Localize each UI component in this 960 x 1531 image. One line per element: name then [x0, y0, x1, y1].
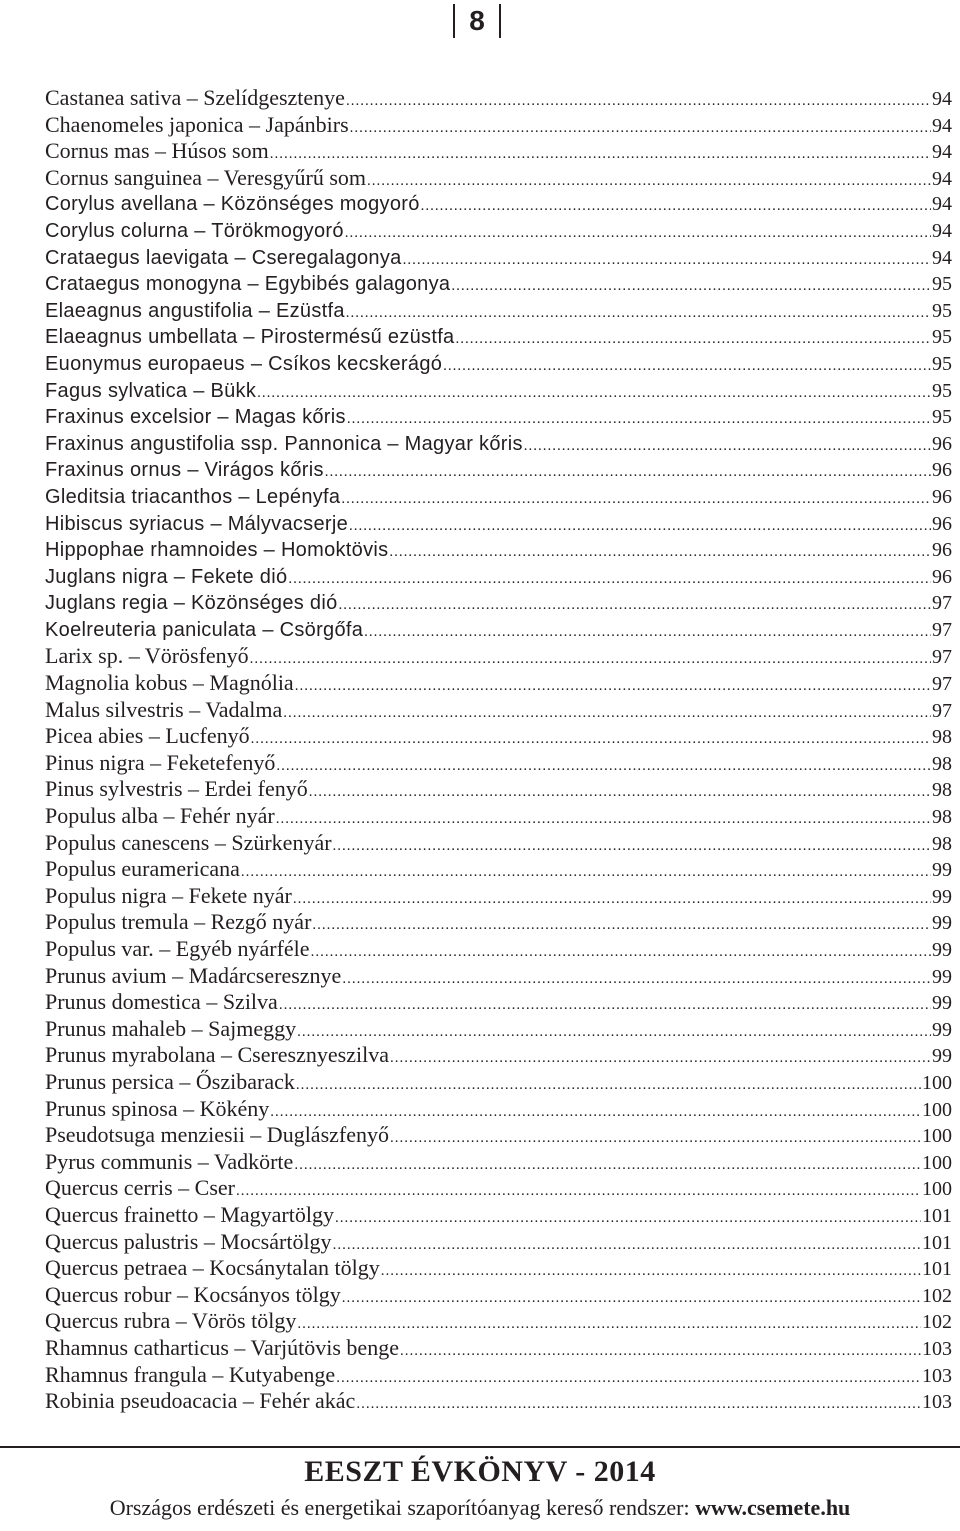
page-number: 8: [453, 4, 501, 38]
toc-entry-title: Fraxinus ornus – Virágos kőris: [45, 459, 324, 482]
toc-dot-leader: [288, 566, 931, 593]
toc-entry-title: Fraxinus excelsior – Magas kőris: [45, 406, 346, 429]
toc-entry-title: Populus var. – Egyéb nyárféle: [45, 936, 310, 961]
toc-entry-title: Quercus rubra – Vörös tölgy: [45, 1308, 297, 1334]
toc-entry-title: Elaeagnus angustifolia – Ezüstfa: [45, 299, 345, 322]
toc-dot-leader: [367, 168, 931, 195]
toc-entry-page: 94: [932, 141, 952, 164]
toc-entry[interactable]: [45, 404, 952, 431]
toc-entry-page: 94: [932, 193, 952, 216]
toc-entry-title: Populus euramericana: [45, 856, 240, 882]
toc-entry[interactable]: [45, 830, 952, 857]
toc-entry[interactable]: [45, 1388, 952, 1415]
toc-entry[interactable]: [45, 378, 952, 405]
toc-entry-page: 98: [932, 726, 952, 749]
toc-entry-title: Hibiscus syriacus – Mályvacserje: [45, 512, 349, 535]
toc-dot-leader: [297, 1019, 931, 1046]
toc-entry[interactable]: [45, 1362, 952, 1389]
toc-entry[interactable]: [45, 431, 952, 458]
toc-entry[interactable]: [45, 1149, 952, 1176]
toc-entry-page: 94: [932, 114, 952, 137]
toc-entry-title: Koelreuteria paniculata – Csörgőfa: [45, 618, 364, 641]
toc-dot-leader: [293, 886, 931, 913]
toc-entry[interactable]: [45, 1175, 952, 1202]
toc-entry-title: Prunus domestica – Szilva: [45, 989, 278, 1015]
toc-dot-leader: [339, 592, 931, 619]
toc-entry-page: 94: [932, 219, 952, 242]
toc-entry[interactable]: [45, 776, 952, 803]
toc-entry-title: Populus canescens – Szürkenyár: [45, 829, 332, 855]
toc-entry[interactable]: [45, 191, 952, 218]
toc-entry-page: 96: [932, 459, 952, 482]
toc-dot-leader: [336, 1365, 921, 1392]
toc-entry-page: 99: [932, 939, 952, 961]
toc-entry-page: 96: [932, 485, 952, 508]
toc-entry-title: Cornus mas – Húsos som: [45, 138, 269, 164]
toc-entry[interactable]: [45, 856, 952, 883]
toc-dot-leader: [312, 912, 931, 939]
footer-title: EESZT ÉVKÖNYV - 2014: [304, 1455, 656, 1488]
toc-dot-leader: [270, 1099, 921, 1126]
toc-entry-title: Larix sp. – Vörösfenyő: [45, 643, 249, 669]
footer-website-link[interactable]: www.csemete.hu: [695, 1495, 851, 1520]
toc-entry[interactable]: [45, 803, 952, 830]
toc-entry[interactable]: [45, 617, 952, 644]
toc-entry-page: 96: [932, 565, 952, 588]
toc-entry-title: Quercus frainetto – Magyartölgy: [45, 1201, 334, 1227]
toc-entry-page: 103: [922, 1337, 952, 1360]
footer-divider: [0, 1446, 960, 1448]
toc-entry-title: Juglans nigra – Fekete dió: [45, 565, 288, 588]
toc-dot-leader: [309, 779, 931, 806]
toc-entry-page: 98: [932, 832, 952, 855]
toc-entry[interactable]: [45, 1122, 952, 1149]
toc-entry[interactable]: [45, 963, 952, 990]
toc-entry[interactable]: [45, 351, 952, 378]
toc-entry-page: 100: [922, 1178, 952, 1201]
toc-dot-leader: [524, 433, 931, 460]
toc-entry-page: 94: [932, 167, 952, 190]
toc-dot-leader: [356, 1391, 921, 1418]
toc-dot-leader: [443, 353, 931, 380]
toc-entry-page: 95: [932, 273, 952, 296]
toc-entry-page: 98: [932, 779, 952, 802]
toc-dot-leader: [451, 273, 931, 300]
toc-entry-title: Euonymus europaeus – Csíkos kecskerágó: [45, 352, 443, 375]
toc-dot-leader: [346, 300, 931, 327]
toc-entry-title: Corylus avellana – Közönséges mogyoró: [45, 193, 420, 216]
toc-entry-title: Gleditsia triacanthos – Lepényfa: [45, 485, 341, 508]
toc-entry-page: 98: [932, 806, 952, 829]
footer-subtitle-text: Országos erdészeti és energetikai szaporítóanyag kereső rendszer:: [109, 1495, 696, 1520]
toc-entry[interactable]: [45, 1016, 952, 1043]
toc-entry[interactable]: [45, 1042, 952, 1069]
toc-entry-title: Populus nigra – Fekete nyár: [45, 882, 292, 908]
toc-entry-page: 97: [932, 699, 952, 722]
toc-entry[interactable]: [45, 1308, 952, 1335]
toc-dot-leader: [279, 992, 931, 1019]
toc-dot-leader: [241, 859, 931, 886]
toc-dot-leader: [333, 833, 931, 860]
toc-dot-leader: [400, 1338, 921, 1365]
toc-dot-leader: [276, 806, 931, 833]
toc-entry[interactable]: [45, 1335, 952, 1362]
toc-entry-title: Quercus cerris – Cser: [45, 1175, 235, 1201]
toc-entry[interactable]: [45, 1229, 952, 1256]
toc-dot-leader: [389, 539, 931, 566]
toc-entry-page: 100: [922, 1125, 952, 1148]
toc-entry-title: Malus silvestris – Vadalma: [45, 696, 283, 722]
toc-entry[interactable]: [45, 324, 952, 351]
toc-entry-title: Pseudotsuga menziesii – Duglászfenyő: [45, 1122, 389, 1148]
toc-entry-page: 99: [932, 885, 952, 908]
toc-dot-leader: [335, 1205, 921, 1232]
footer-subtitle: [0, 1493, 960, 1523]
toc-entry-page: 99: [932, 912, 952, 935]
toc-entry[interactable]: [45, 909, 952, 936]
toc-entry-title: Hippophae rhamnoides – Homoktövis: [45, 539, 389, 562]
toc-entry-title: Pinus nigra – Feketefenyő: [45, 749, 276, 775]
toc-entry-title: Cornus sanguinea – Veresgyűrű som: [45, 164, 366, 190]
toc-dot-leader: [342, 1285, 921, 1312]
toc-entry-page: 95: [932, 326, 952, 349]
toc-entry-title: Pyrus communis – Vadkörte: [45, 1148, 294, 1174]
toc-dot-leader: [311, 939, 931, 966]
toc-entry-page: 95: [932, 299, 952, 322]
toc-dot-leader: [421, 193, 931, 220]
toc-entry[interactable]: [45, 564, 952, 591]
toc-entry-page: 95: [932, 352, 952, 375]
toc-entry-page: 95: [932, 406, 952, 429]
toc-entry-title: Rhamnus catharticus – Varjútövis benge: [45, 1334, 399, 1360]
toc-dot-leader: [250, 646, 931, 673]
toc-dot-leader: [350, 115, 931, 142]
toc-entry-title: Fraxinus angustifolia ssp. Pannonica – Magyar kőris: [45, 432, 523, 455]
toc-entry-title: Magnolia kobus – Magnólia: [45, 670, 294, 696]
toc-entry-page: 100: [922, 1098, 952, 1121]
toc-entry-title: Picea abies – Lucfenyő: [45, 723, 250, 749]
toc-entry-title: Prunus myrabolana – Cseresznyeszilva: [45, 1042, 389, 1068]
toc-entry-page: 96: [932, 512, 952, 535]
toc-entry[interactable]: [45, 750, 952, 777]
toc-entry-title: Crataegus laevigata – Cseregalagonya: [45, 246, 402, 269]
toc-dot-leader: [403, 247, 931, 274]
table-of-contents: [45, 85, 952, 1415]
toc-entry-title: Quercus petraea – Kocsánytalan tölgy: [45, 1255, 380, 1281]
toc-entry-title: Fagus sylvatica – Bükk: [45, 379, 257, 402]
toc-entry[interactable]: [45, 245, 952, 272]
toc-entry[interactable]: [45, 643, 952, 670]
toc-entry-page: 101: [922, 1204, 952, 1227]
toc-entry-page: 103: [922, 1391, 952, 1414]
toc-entry-page: 99: [932, 992, 952, 1015]
toc-dot-leader: [342, 966, 931, 993]
toc-entry-title: Prunus persica – Őszibarack: [45, 1068, 295, 1094]
toc-entry-title: Elaeagnus umbellata – Pirostermésű ezüstfa: [45, 326, 455, 349]
toc-entry-page: 94: [932, 246, 952, 269]
toc-entry-page: 97: [932, 592, 952, 615]
toc-entry-page: 101: [922, 1231, 952, 1254]
toc-dot-leader: [390, 1045, 931, 1072]
toc-entry[interactable]: [45, 1096, 952, 1123]
toc-dot-leader: [270, 141, 931, 168]
toc-entry-page: 101: [922, 1258, 952, 1281]
toc-dot-leader: [296, 1072, 921, 1099]
toc-entry[interactable]: [45, 138, 952, 165]
toc-entry-page: 99: [932, 1018, 952, 1041]
toc-entry-page: 99: [932, 859, 952, 882]
toc-dot-leader: [455, 326, 931, 353]
toc-entry[interactable]: [45, 883, 952, 910]
toc-entry[interactable]: [45, 457, 952, 484]
toc-entry-page: 96: [932, 539, 952, 562]
toc-entry-page: 99: [932, 1045, 952, 1068]
toc-entry[interactable]: [45, 590, 952, 617]
toc-dot-leader: [333, 1232, 921, 1259]
toc-entry-title: Rhamnus frangula – Kutyabenge: [45, 1361, 336, 1387]
toc-entry-page: 97: [932, 673, 952, 696]
toc-dot-leader: [251, 726, 931, 753]
toc-entry[interactable]: [45, 723, 952, 750]
toc-entry-page: 102: [922, 1284, 952, 1307]
toc-entry-title: Populus alba – Fehér nyár: [45, 803, 275, 829]
toc-entry-title: Prunus avium – Madárcseresznye: [45, 962, 342, 988]
toc-dot-leader: [346, 88, 931, 115]
toc-entry-title: Prunus mahaleb – Sajmeggy: [45, 1015, 297, 1041]
toc-entry[interactable]: [45, 484, 952, 511]
toc-dot-leader: [257, 380, 931, 407]
toc-entry-title: Juglans regia – Közönséges dió: [45, 592, 338, 615]
toc-entry[interactable]: [45, 218, 952, 245]
toc-dot-leader: [294, 1152, 921, 1179]
toc-entry-page: 98: [932, 752, 952, 775]
toc-entry[interactable]: [45, 1282, 952, 1309]
toc-entry[interactable]: [45, 271, 952, 298]
toc-entry[interactable]: [45, 537, 952, 564]
toc-entry[interactable]: [45, 989, 952, 1016]
toc-entry[interactable]: [45, 670, 952, 697]
toc-dot-leader: [347, 406, 931, 433]
toc-entry-title: Castanea sativa – Szelídgesztenye: [45, 85, 345, 110]
toc-entry[interactable]: [45, 936, 952, 963]
toc-entry-page: 95: [932, 379, 952, 402]
toc-entry-page: 100: [922, 1151, 952, 1174]
toc-entry[interactable]: [45, 85, 952, 112]
toc-entry-page: 99: [932, 965, 952, 988]
toc-entry-page: 103: [922, 1364, 952, 1387]
toc-entry-title: Corylus colurna – Törökmogyoró: [45, 219, 344, 242]
toc-entry[interactable]: [45, 511, 952, 538]
toc-entry[interactable]: [45, 298, 952, 325]
toc-entry-page: 100: [922, 1071, 952, 1094]
toc-entry-page: 94: [932, 88, 952, 110]
toc-dot-leader: [381, 1258, 921, 1285]
toc-dot-leader: [236, 1178, 921, 1205]
toc-entry-title: Crataegus monogyna – Egybibés galagonya: [45, 273, 451, 296]
toc-dot-leader: [341, 486, 931, 513]
toc-entry[interactable]: [45, 165, 952, 192]
toc-entry-page: 96: [932, 432, 952, 455]
toc-dot-leader: [349, 513, 931, 540]
toc-entry[interactable]: [45, 112, 952, 139]
toc-entry[interactable]: [45, 1202, 952, 1229]
toc-dot-leader: [390, 1125, 921, 1152]
toc-dot-leader: [297, 1311, 921, 1338]
toc-entry-title: Quercus palustris – Mocsártölgy: [45, 1228, 332, 1254]
toc-entry-title: Chaenomeles japonica – Japánbirs: [45, 111, 349, 137]
toc-dot-leader: [283, 700, 931, 727]
toc-dot-leader: [276, 753, 931, 780]
toc-dot-leader: [325, 459, 931, 486]
toc-entry-title: Quercus robur – Kocsányos tölgy: [45, 1281, 341, 1307]
toc-entry-page: 97: [932, 618, 952, 641]
toc-entry[interactable]: [45, 1069, 952, 1096]
toc-entry-title: Prunus spinosa – Kökény: [45, 1095, 270, 1121]
toc-entry-page: 97: [932, 646, 952, 669]
toc-entry-page: 102: [922, 1311, 952, 1334]
toc-entry-title: Robinia pseudoacacia – Fehér akác: [45, 1388, 356, 1414]
toc-entry-title: Populus tremula – Rezgő nyár: [45, 909, 312, 935]
toc-entry[interactable]: [45, 1255, 952, 1282]
toc-dot-leader: [295, 673, 931, 700]
toc-entry[interactable]: [45, 697, 952, 724]
toc-entry-title: Pinus sylvestris – Erdei fenyő: [45, 776, 308, 802]
toc-dot-leader: [364, 619, 931, 646]
toc-dot-leader: [345, 220, 931, 247]
